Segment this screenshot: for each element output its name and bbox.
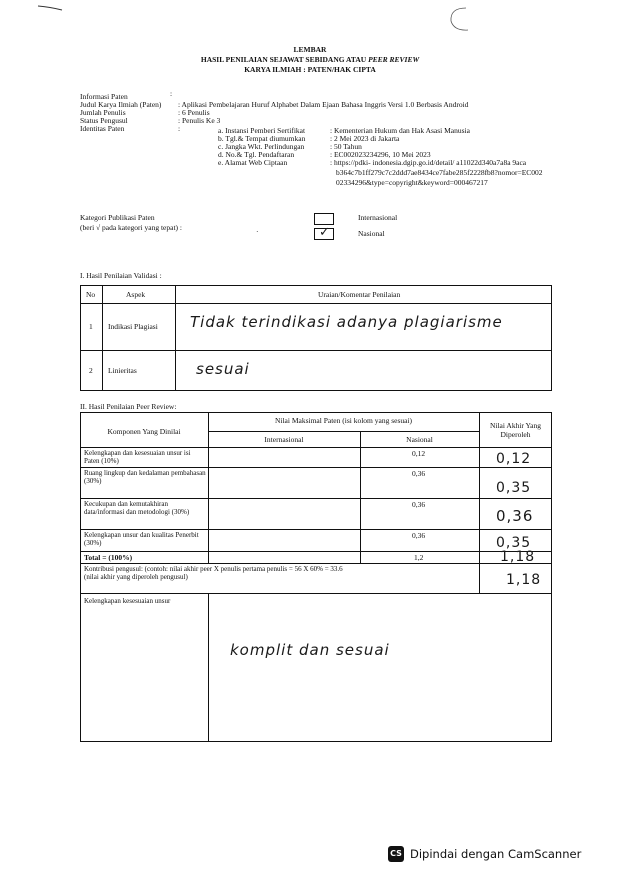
validasi-row-line bbox=[80, 350, 552, 351]
validasi-row2-no: 2 bbox=[89, 366, 93, 375]
check-icon: ✓ bbox=[319, 225, 331, 240]
peer-col-line-2 bbox=[360, 431, 361, 563]
kategori-dot: · bbox=[256, 227, 259, 236]
checkbox-nasional[interactable] bbox=[314, 225, 334, 240]
checkbox-internasional[interactable] bbox=[314, 213, 334, 225]
peer-row2-nasional: 0,36 bbox=[412, 469, 426, 478]
peer-komentar-label: Kelengkapan kesesuaian unsur bbox=[84, 597, 171, 605]
peer-row2-line bbox=[80, 498, 552, 499]
peer-header-nilai-maks: Nilai Maksimal Paten (isi kolom yang sesuai) bbox=[274, 416, 413, 425]
peer-kontribusi-line2: (nilai akhir yang diperoleh pengusul) bbox=[84, 573, 188, 581]
peer-total-nasional: 1,2 bbox=[414, 553, 424, 562]
identitas-e-value: : https://pdki- indonesia.dgip.go.id/detail/ a11022d340a7a8a 9aca bbox=[330, 158, 527, 167]
validasi-header-uraian: Uraian/Komentar Penilaian bbox=[318, 290, 401, 299]
peer-header-nasional: Nasional bbox=[406, 435, 433, 444]
option-nasional-label: Nasional bbox=[358, 229, 385, 238]
peer-row4-akhir: 0,35 bbox=[496, 535, 532, 551]
info-judul-label: Judul Karya Ilmiah (Paten) bbox=[80, 100, 162, 109]
kategori-label: Kategori Publikasi Paten bbox=[80, 213, 155, 222]
peer-kontribusi-line bbox=[80, 593, 552, 594]
info-judul-value: : Aplikasi Pembelajaran Huruf Alphabet Dalam Ejaan Bahasa Inggris Versi 1.0 Berbasis Android bbox=[178, 100, 469, 109]
validasi-row1-aspek: Indikasi Plagiasi bbox=[108, 322, 158, 331]
corner-pen-mark bbox=[0, 0, 70, 20]
peer-row1-nasional: 0,12 bbox=[412, 449, 426, 458]
peer-subheader-line bbox=[208, 431, 479, 432]
identitas-e-label: e. Alamat Web Ciptaan bbox=[218, 158, 288, 167]
peer-col-line-3 bbox=[479, 412, 480, 593]
peer-header-komponen: Komponen Yang Dinilai bbox=[107, 427, 181, 436]
peer-row4-komponen: Kelengkapan unsur dan kualitas Penerbit (30%) bbox=[84, 531, 199, 547]
validasi-header-no: No bbox=[86, 290, 96, 299]
peer-total-akhir: 1,18 bbox=[500, 549, 536, 565]
peer-row2-akhir: 0,35 bbox=[496, 480, 532, 496]
identitas-url-cont2: 02334296&type=copyright&keyword=000467217 bbox=[336, 178, 488, 187]
title-peer-review: PEER REVIEW bbox=[368, 55, 420, 64]
peer-row3-akhir: 0,36 bbox=[496, 507, 534, 525]
camscanner-logo-icon: CS bbox=[388, 846, 404, 862]
title-hasil bbox=[0, 55, 620, 64]
info-jumlah-label: Jumlah Penulis bbox=[80, 108, 126, 117]
info-jumlah-value: : 6 Penulis bbox=[178, 108, 210, 117]
peer-header-internasional: Internasional bbox=[264, 435, 304, 444]
peer-header-line bbox=[80, 447, 552, 448]
title-karya: KARYA ILMIAH : PATEN/HAK CIPTA bbox=[244, 65, 376, 74]
peer-heading: II. Hasil Penilaian Peer Review: bbox=[80, 402, 177, 411]
kategori-instruction: (beri √ pada kategori yang tepat) : bbox=[80, 223, 182, 232]
identitas-a-value: : Kementerian Hukum dan Hak Asasi Manusia bbox=[330, 126, 470, 135]
validasi-table bbox=[80, 285, 552, 391]
peer-kontribusi-line1: Kontribusi pengusul: (contoh: nilai akhir peer X penulis pertama penulis = 56 X 60% = 33.6 bbox=[84, 565, 343, 573]
peer-total-label: Total = (100%) bbox=[84, 553, 133, 562]
peer-comment-col-line bbox=[208, 593, 209, 742]
peer-row1-line bbox=[80, 467, 552, 468]
peer-row1-komponen: Kelengkapan dan kesesuaian unsur isi Paten (10%) bbox=[84, 449, 191, 465]
peer-row3-line bbox=[80, 529, 552, 530]
peer-komentar-text: komplit dan sesuai bbox=[230, 641, 390, 659]
peer-row4-line bbox=[80, 551, 552, 552]
validasi-row2-aspek: Linieritas bbox=[108, 366, 137, 375]
identitas-d-label: d. No.& Tgl. Pendaftaran bbox=[218, 150, 295, 159]
peer-row3-nasional: 0,36 bbox=[412, 500, 426, 509]
validasi-col-line-2 bbox=[175, 285, 176, 391]
info-identitas-label: Identitas Paten bbox=[80, 124, 125, 133]
identitas-c-value: : 50 Tahun bbox=[330, 142, 362, 151]
info-section-label: Informasi Paten bbox=[80, 92, 128, 101]
peer-row4-nasional: 0,36 bbox=[412, 531, 426, 540]
peer-row3-komponen: Kecukupan dan kemutakhiran data/informasi dan metodologi (30%) bbox=[84, 500, 190, 516]
peer-kontribusi-akhir: 1,18 bbox=[506, 572, 542, 588]
peer-row1-akhir: 0,12 bbox=[496, 451, 532, 467]
peer-row2-komponen: Ruang lingkup dan kedalaman pembahasan (30%) bbox=[84, 469, 206, 485]
identitas-c-label: c. Jangka Wkt. Perlindungan bbox=[218, 142, 305, 151]
identitas-b-label: b. Tgl.& Tempat diumumkan bbox=[218, 134, 306, 143]
option-internasional-label: Internasional bbox=[358, 213, 398, 222]
info-identitas-colon: : bbox=[178, 124, 181, 133]
identitas-a-label: a. Instansi Pemberi Sertifikat bbox=[218, 126, 306, 135]
camscanner-watermark: Dipindai dengan CamScanner bbox=[410, 847, 582, 861]
info-status-value: : Penulis Ke 3 bbox=[178, 116, 221, 125]
peer-total-line bbox=[80, 563, 552, 564]
validasi-row2-komentar: sesuai bbox=[196, 360, 250, 378]
info-status-label: Status Pengusul bbox=[80, 116, 128, 125]
identitas-d-value: : EC002023234296, 10 Mei 2023 bbox=[330, 150, 431, 159]
peer-header-akhir: Nilai Akhir Yang Diperoleh bbox=[489, 421, 542, 439]
info-colon: : bbox=[170, 89, 173, 98]
identitas-b-value: : 2 Mei 2023 di Jakarta bbox=[330, 134, 400, 143]
title-hasil-text: HASIL PENILAIAN SEJAWAT SEBIDANG ATAU bbox=[200, 55, 369, 64]
validasi-row1-komentar: Tidak terindikasi adanya plagiarisme bbox=[190, 313, 503, 331]
validasi-heading: I. Hasil Penilaian Validasi : bbox=[80, 271, 162, 280]
validasi-header-line bbox=[80, 303, 552, 304]
validasi-row1-no: 1 bbox=[89, 322, 93, 331]
title-lembar: LEMBAR bbox=[293, 45, 327, 54]
hole-punch-mark bbox=[446, 4, 476, 34]
identitas-url-cont1: b364c7b1ff279c7c2ddd7ae8434ce7fabe285f2228fb8?nomor=EC002 bbox=[336, 168, 543, 177]
validasi-header-aspek: Aspek bbox=[126, 290, 146, 299]
validasi-col-line-1 bbox=[102, 285, 103, 391]
